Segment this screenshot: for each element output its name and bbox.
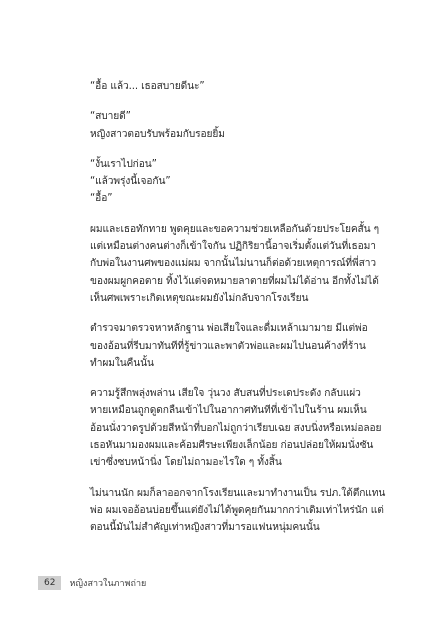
page-number: 62 [38,576,61,590]
text-line: ตอนนี้มันไม่สำคัญเท่าหญิงสาวที่มารอแฟนหนุ่มคนนั้น [90,522,320,534]
text-line: “อื้อ แล้ว... เธอสบายดีนะ” [90,81,205,92]
text-line: ของอ้อนที่รีบมาทันทีที่รู้ข่าวและพาตัวพ่อและผมไปนอนค้างที่ร้าน [90,340,366,352]
text-line: แต่เหมือนต่างคนต่างก็เข้าใจกัน ปฏิกิริยานี้อาจเริ่มตั้งแต่วันที่เธอมา [90,241,376,253]
text-line: “แล้วพรุ่งนี้เจอกัน” [90,176,171,188]
paragraph-gap [90,143,380,156]
page-body [90,78,386,537]
paragraph-gap [90,472,380,485]
text-line: ทำผมในคืนนั้น [90,357,154,369]
text-line: หายเหมือนถูกดูดกลืนเข้าไปในอากาศทันทีที่เข้าไปในร้าน ผมเห็น [90,405,367,417]
paragraph [90,485,386,537]
text-line: เธอหันมามองผมและค้อมศีรษะเพียงเล็กน้อย ก่อนปล่อยให้ผมนั่งซัน [90,440,374,452]
paragraph [90,156,380,208]
text-line: “สบายดี” [90,111,131,123]
text-line: เข่าซึ่งซบหน้านิ่ง โดยไม่ถามอะไรใด ๆ ทั้งสิ้น [90,457,282,469]
text-line: ผมและเธอทักทาย พูดคุยและขอความช่วยเหลือกันด้วยประโยคสั้น ๆ [90,223,380,235]
paragraph-gap [90,208,380,221]
paragraph [90,385,380,471]
text-line: “งั้นเราไปก่อน” [90,158,157,170]
text-line: หญิงสาวตอบรับพร้อมกับรอยยิ้ม [90,128,225,140]
paragraph-gap [90,372,380,385]
paragraph [90,221,380,307]
paragraph [90,108,380,143]
page-footer [38,576,146,590]
text-line: เห็นศพเพราะเกิดเหตุขณะผมยังไม่กลับจากโรงเรียน [90,292,309,304]
text-line: พ่อ ผมเจออ้อนบ่อยขึ้นแต่ยังไม่ได้พูดคุยกันมากกว่าเดิมเท่าไหร่นัก แต่ [90,504,384,516]
text-line: ไม่นานนัก ผมก็ลาออกจากโรงเรียนและมาทำงานเป็น รปภ.ใต้ตึกแทน [90,487,386,499]
text-line: ของผมผูกคอตาย ทิ้งไว้แต่จดหมายลาตายที่ผมไม่ได้อ่าน อีกทั้งไม่ได้ [90,275,379,287]
text-line: “อื้อ” [90,193,113,205]
text-line: ความรู้สึกพลุ่งพล่าน เสียใจ วุ่นวง สับสนที่ประเดประดัง กลับแผ่ว [90,388,361,400]
text-line: ตำรวจมาตรวจหาหลักฐาน พ่อเสียใจและดื่มเหล้าเมามาย มีแต่พ่อ [90,323,368,335]
text-line: กับพ่อในงานศพของแม่ผม จากนั้นไม่นานก็ต่อด้วยเหตุการณ์ที่พี่สาว [90,258,377,270]
paragraph [90,78,380,95]
paragraph [90,320,380,372]
text-line: อ้อนนั่งวาดรูปด้วยสีหน้าที่บอกไม่ถูกว่าเรียบเฉย สงบนิ่งหรือเหม่อลอย [90,422,382,434]
paragraph-gap [90,307,380,320]
running-title: หญิงสาวในภาพถ่าย [69,579,147,589]
paragraph-gap [90,95,380,108]
